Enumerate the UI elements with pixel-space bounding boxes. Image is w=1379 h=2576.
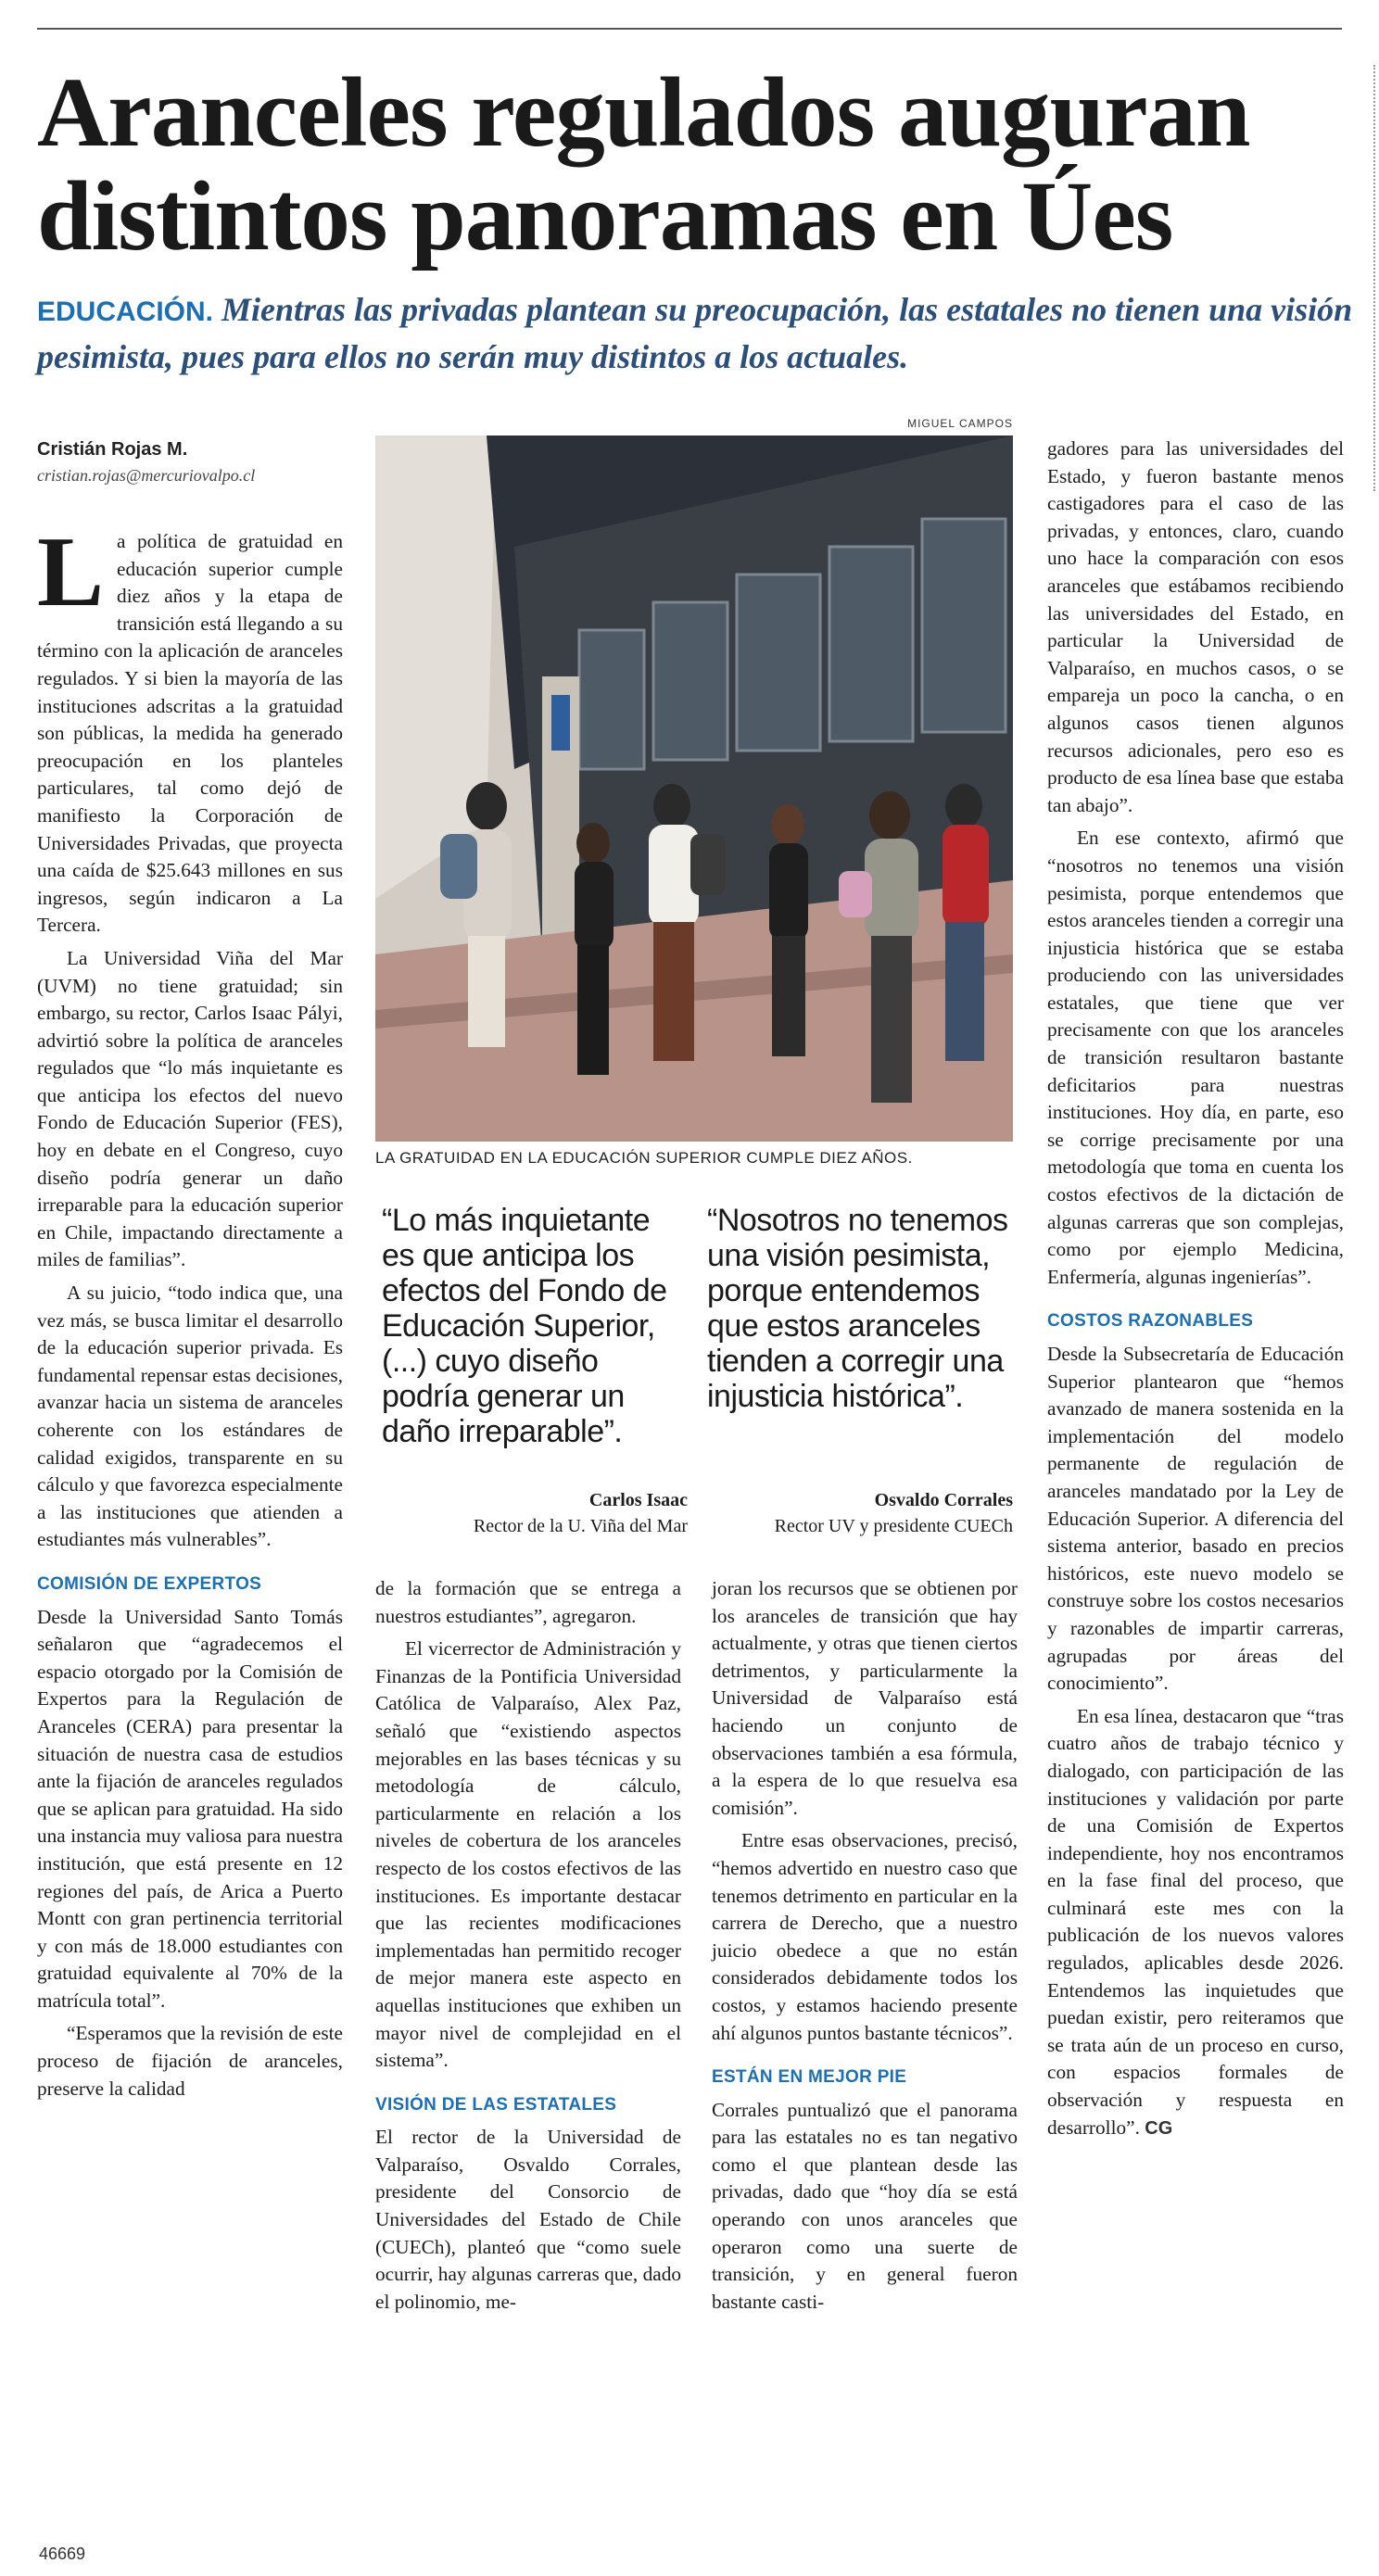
paragraph: El rector de la Universidad de Valparaíso, Osvaldo Corrales, presidente del Consorcio de Universidades del Estado de Chile (CUECh), planteó que “como suele ocurrir, hay algunas carreras que, dado el polinomio, me- — [375, 2126, 681, 2313]
author-name: Cristián Rojas M. — [37, 439, 188, 460]
column-2 — [375, 1575, 681, 2321]
paragraph: Corrales puntualizó que el panorama para las estatales no es tan negativo como el que plantean desde las privadas, dado que “hoy día se está operando con unos aranceles que operaron como una suerte de transición, y en general fueron bastante casti- — [712, 2098, 1018, 2313]
lead-text: Mientras las privadas plantean su preocupación, las estatales no tienen una visión pesimista, pues para ellos no serán muy distintos a los actuales. — [37, 291, 1353, 375]
quote-corrales: “Nosotros no tenemos una visión pesimista, porque entendemos que estos aranceles tienden a corregir una injusticia histórica”. — [707, 1203, 1008, 1414]
paragraph: En ese contexto, afirmó que “nosotros no tenemos una visión pesimista, porque entendemos que estos aranceles tienden a corregir una injusticia histórica que se estaba produciendo con las universidades estatales, que tiene que ver precisamente con que los aranceles de transición resultaron bastante deficitarios para nuestras instituciones. Hoy día, en parte, eso se corrige precisamente por una metodología que toma en cuenta los costos efectivos de la dictación de algunas carreras que son complejas, como por ejemplo Medicina, Enfermería, algunas ingenierías”. — [1047, 827, 1344, 1288]
quote-author-role: Rector de la U. Viña del Mar — [473, 1516, 688, 1536]
photo-credit: MIGUEL CAMPOS — [907, 417, 1013, 430]
column-1 — [37, 517, 343, 2108]
author-email[interactable]: cristian.rojas@mercuriovalpo.cl — [37, 466, 256, 485]
photo-caption: LA GRATUIDAD EN LA EDUCACIÓN SUPERIOR CUMPLE DIEZ AÑOS. — [375, 1149, 913, 1167]
paragraph: En esa línea, destacaron que “tras cuatro años de trabajo técnico y dialogado, con participación de las instituciones y validación por parte de una Comisión de Expertos independiente, hoy nos encontramos en la fase final del proceso, que culminará este mes con la publicación de los nuevos valores regulados, aplicables desde 2026. Entendemos las inquietudes que puedan existir, pero reiteramos que se trata aún de un proceso en curso, con espacios formales de observación y respuesta en desarrollo”. CG — [1047, 1704, 1344, 2139]
paragraph: Desde la Subsecretaría de Educación Superior plantearon que “hemos avanzado de manera sostenida en la implementación del modelo permanente de regulación de aranceles mandatado por la Ley de Educación Superior. A diferencia del sistema anterior, basado en precios históricos, este nuevo modelo se construye sobre los costos necesarios y razonables de impartir carreras, agrupadas por áreas del conocimiento”. — [1047, 1343, 1344, 1695]
drop-cap: L — [37, 517, 105, 627]
subhead-mejor-pie: ESTÁN EN MEJOR PIE — [712, 2067, 907, 2088]
paragraph: El vicerrector de Administración y Finanzas de la Pontificia Universidad Católica de Valparaíso, Alex Paz, señaló que “existiendo aspectos mejorables en las bases técnicas y su metodología de cálculo, particularmente en relación a los niveles de cobertura de los aranceles respecto de los costos efectivos de las instituciones. Es importante destacar que las recientes modificaciones implementadas han permitido recoger de mejor manera este aspecto en aquellas instituciones que exhiben un mayor nivel de complejidad en el sistema”. — [375, 1637, 681, 2072]
paragraph: de la formación que se entrega a nuestros estudiantes”, agregaron. — [375, 1577, 681, 1627]
quote-author-name: Carlos Isaac — [588, 1490, 688, 1510]
page-edge — [1373, 65, 1379, 491]
page-code: 46669 — [39, 2544, 86, 2563]
paragraph: joran los recursos que se obtienen por los aranceles de transición que hay actualmente, y otras que tienen ciertos detrimentos, y particularmente la Universidad de Valparaíso está haciendo un conjunto de observaciones también a esa fórmula, a la espera de lo que resuelva esa comisión”. — [712, 1577, 1018, 1819]
students-photo — [375, 436, 1013, 1142]
headline: Aranceles regulados auguran distintos panoramas en Úes — [37, 58, 1250, 271]
paragraph: “Esperamos que la revisión de este proceso de fijación de aranceles, preserve la calidad — [37, 2022, 343, 2100]
paragraph: Entre esas observaciones, precisó, “hemos advertido en nuestro caso que tenemos detrimento en particular en la carrera de Derecho, que a nuestro juicio obedece a que no están considerados debidamente todos los costos, y estamos haciendo presente ahí algunos puntos bastante técnicos”. — [712, 1829, 1018, 2044]
end-mark: CG — [1145, 2117, 1173, 2139]
column-4 — [1047, 436, 1344, 2148]
paragraph: Desde la Universidad Santo Tomás señalaron que “agradecemos el espacio otorgado por la Comisión de Expertos para la Regulación de Aranceles (CERA) para presentar la situación de nuestra casa de estudios ante la fijación de aranceles regulados que se aplican para gratuidad. Ha sido una instancia muy valiosa para nuestra institución, que está presente en 12 regiones del país, de Arica a Puerto Montt con gran pertinencia territorial y con más de 18.000 estudiantes con gratuidad equivalente al 70% de la matrícula total”. — [37, 1605, 343, 2012]
subhead-costos: COSTOS RAZONABLES — [1047, 1311, 1254, 1332]
lead — [37, 287, 1353, 379]
kicker: EDUCACIÓN. — [37, 297, 214, 327]
subhead-vision: VISIÓN DE LAS ESTATALES — [375, 2094, 617, 2115]
paragraph: A su juicio, “todo indica que, una vez más, se busca limitar el desarrollo de la educación superior privada. Es fundamental repensar estas decisiones, avanzar hacia un sistema de aranceles coherente con los estándares de calidad exigidos, transparente en su cálculo y que favorezca especialmente a las instituciones que atienden a estudiantes más vulnerables”. — [37, 1282, 343, 1551]
quote-isaac: “Lo más inquietante es que anticipa los efectos del Fondo de Educación Superior, (...) cuyo diseño podría generar un daño irreparable”. — [382, 1203, 667, 1449]
quote-author-role: Rector UV y presidente CUECh — [774, 1516, 1013, 1536]
subhead-comision: COMISIÓN DE EXPERTOS — [37, 1573, 262, 1594]
column-3 — [712, 1575, 1018, 2321]
paragraph: La Universidad Viña del Mar (UVM) no tiene gratuidad; sin embargo, su rector, Carlos Isaac Pályi, advirtió sobre la política de aranceles regulados que “lo más inquietante es que anticipa los efectos del nuevo Fondo de Educación Superior (FES), hoy en debate en el Congreso, cuyo diseño podría generar un daño irreparable para la educación superior en Chile, impactando directamente a miles de familias”. — [37, 946, 343, 1271]
top-rule — [37, 28, 1342, 30]
paragraph: gadores para las universidades del Estado, y fueron bastante menos castigadores para el caso de las privadas, y entonces, claro, cuando uno hace la comparación con esos aranceles que estábamos recibiendo las universidades del Estado, en particular la Universidad de Valparaíso, en muchos casos, o se empareja un poco la cancha, o en algunos casos tienen algunos recursos adicionales, pero eso es producto de esa línea base que estaba tan abajo”. — [1047, 437, 1344, 816]
quote-corrales-author — [707, 1487, 1013, 1539]
byline — [37, 439, 334, 486]
quote-author-name: Osvaldo Corrales — [874, 1490, 1013, 1510]
quote-isaac-author — [382, 1487, 688, 1539]
paragraph: La política de gratuidad en educación superior cumple diez años y la etapa de transición está llegando a su término con la aplicación de aranceles regulados. Y si bien la mayoría de las instituciones adscritas a la gratuidad son públicas, la medida ha generado preocupación en los planteles particulares, tal como dejó de manifiesto la Corporación de Universidades Privadas, que proyecta una caída de $25.643 millones en sus ingresos, según indicaron a La Tercera. — [37, 517, 343, 937]
